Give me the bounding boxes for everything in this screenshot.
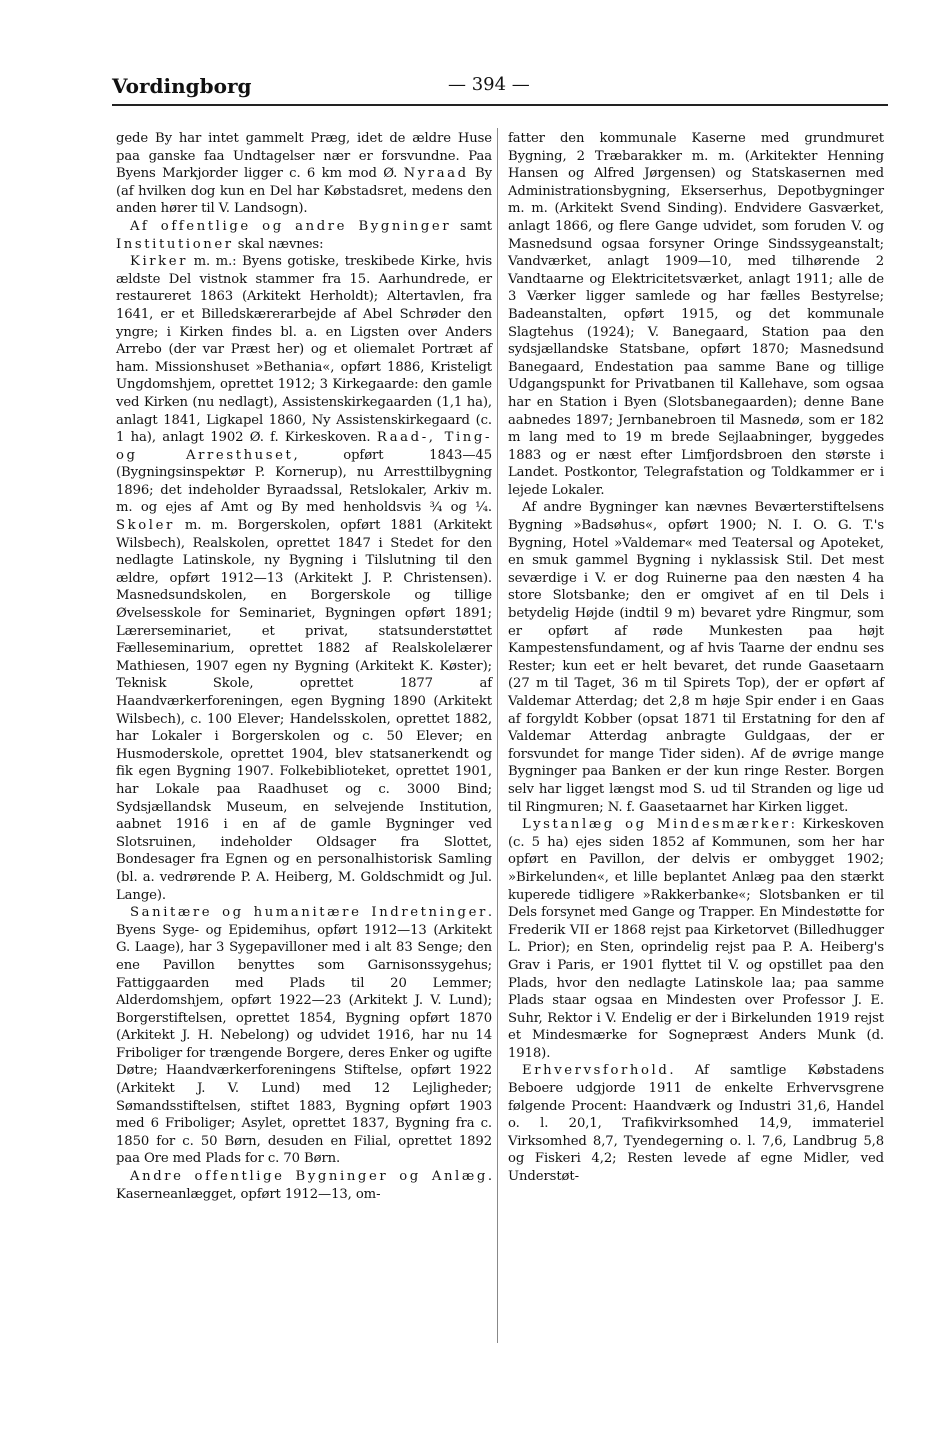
page-number: — 394 —	[448, 74, 530, 95]
text-run: . Byens Syge- og Epidemihus, opført 1912—13 (Arkitekt G. Laage), har 3 Sygepavilloner med i alt 83 Senge; den ene Pavillon benyttes som Garnisonssygehus; Fattiggaarden med Plads til 20 Lemmer; Alderdomshjem, opført 1922—23 (Arkitekt J. V. Lund); Borgerstiftelsen, oprettet 1854, Bygning opført 1870 (Arkitekt J. H. Nebelong) og udvidet 1916, har nu 14 Friboliger for trængende Borgere, deres Enker og ugifte Døtre; Haandværkerforeningens Stiftelse, opført 1922 (Arkitekt J. V. Lund) med 12 Lejligheder; Sømandsstiftelsen, stiftet 1883, Bygning opført 1903 med 6 Friboliger; Asylet, oprettet 1837, Bygning fra c. 1850 for c. 50 Børn, desuden en Filial, oprettet 1892 paa Ore med Plads for c. 70 Børn.	[116, 905, 492, 1167]
right-column	[508, 130, 884, 1186]
spaced-heading: Sanitære og humanitære Indretninger	[130, 905, 488, 921]
paragraph	[508, 130, 884, 499]
paragraph	[116, 1168, 492, 1203]
text-run: m. m. Borgerskolen, opført 1881 (Arkitekt Wilsbech), Realskolen, oprettet 1847 i Stedet for den nedlagte Latinskole, ny Bygning i Tilslutning til den ældre, opført 1912—13 (Arkitekt J. P. Christensen). Masnedsundskolen, en Borgerskole og tillige Øvelsesskole for Seminariet, Bygningen opført 1891; Lærerseminariet, et privat, statsunderstøttet Fælleseminarium, oprettet 1882 af Realskolelærer Mathiesen, 1907 egen ny Bygning (Arkitekt K. Køster); Teknisk Skole, oprettet 1877 af Haandværkerforeningen, egen Bygning 1890 (Arkitekt Wilsbech), c. 100 Elever; Handelsskolen, oprettet 1882, har Lokaler i Borgerskolen og c. 50 Elever; en Husmoderskole, oprettet 1904, blev statsanerkendt og fik egen Bygning 1907. Folkebiblioteket, oprettet 1901, har Lokale paa Raadhuset og c. 3000 Bind; Sydsjællandsk Museum, en selvejende Institution, aabnet 1916 i en af de gamle Bygninger ved Slotsruinen, indeholder Oldsager fra Slottet, Bondesager fra Egnen og en personalhistorisk Samling (bl. a. vedrørende P. A. Heiberg, M. Goldschmidt og Jul. Lange).	[116, 518, 492, 903]
text-run: By (af hvilken dog kun en Del har Købstadsret, medens den anden hører til V. Landsogn).	[116, 166, 492, 217]
paragraph	[508, 499, 884, 816]
spaced-heading: Andre offentlige Bygninger og Anlæg	[130, 1169, 488, 1185]
text-run: : Kirkeskoven (c. 5 ha) ejes siden 1852 af Kommunen, som her har opført en Pavillon, der delvis er ombygget 1902; »Birkelunden«, et lille beplantet Anlæg paa den stærkt kuperede tidligere »Rakkerbanke«; Slotsbanken er til Dels forsynet med Gange og Trapper. En Mindestøtte for Frederik VII er 1868 rejst paa Kirketorvet (Billedhugger L. Prior); en Sten, oprindelig rejst paa P. A. Heiberg's Grav i Paris, er 1901 flyttet til V. og opstillet paa den Plads, hvor den nedlagte Latinskole laa; paa samme Plads staar ogsaa en Mindesten over Professor J. E. Suhr, Rektor i V. Endelig er der i Birkelunden 1919 rejst et Mindesmærke for Sognepræst Anders Munk (d. 1918).	[508, 817, 885, 1061]
spaced-heading: Erhvervsforhold	[522, 1063, 670, 1079]
text-run: fatter den kommunale Kaserne med grundmuret Bygning, 2 Træbarakker m. m. (Arkitekter Henning Hansen og Alfred Jørgensen) og Statskasernen med Administrationsbygning, Ekserserhus, Depotbygninger m. m. (Arkitekt Svend Sinding). Endvidere Gasværket, anlagt 1866, og flere Gange udvidet, som foruden V. og Masnedsund ogsaa forsyner Oringe Sindssygeanstalt; Vandværket, anlagt 1909—10, med tilhørende 2 Vandtaarne og Elektricitetsværket, anlagt 1911; alle de 3 Værker ligger samlede og har fælles Bestyrelse; Badeanstalten, opført 1915, og det kommunale Slagtehus (1924); V. Banegaard, Station paa den sydsjællandske Statsbane, opført 1870; Masnedsund Banegaard, Endestation paa samme Bane og tillige Udgangspunkt for Privatbanen til Kallehave, som ogsaa har en Station i Byen (Slotsbanegaarden); denne Bane aabnedes 1897; Jernbanebroen til Masnedø, som er 182 m lang med to 19 m brede Sejlaabninger, byggedes 1883 og er næst efter Limfjordsbroen den største i Landet. Postkontor, Telegrafstation og Toldkammer er i lejede Lokaler.	[508, 131, 884, 498]
paragraph	[508, 1062, 884, 1185]
text-run: gede By har intet gammelt Præg, idet de ældre Huse paa ganske faa Undtagelser nær er forsvundne. Paa Byens Markjorder ligger c. 6 km mod Ø.	[116, 131, 492, 182]
paragraph	[508, 816, 884, 1062]
spaced-heading: Raad-, Ting- og Arresthuset	[116, 430, 493, 463]
running-title: Vordingborg	[112, 74, 252, 98]
spaced-heading: Af offentlige og andre Bygninger	[130, 218, 452, 234]
text-run: , opført 1843—45 (Bygningsinspektør P. Kornerup), nu Arresttilbygning 1896; det indeholder Byraadssal, Retslokaler, Arkiv m. m. og ejes af Amt og By med henholdsvis ¾ og ¼.	[116, 447, 492, 516]
spaced-heading: Lystanlæg og Mindesmærker	[522, 817, 791, 833]
left-column	[116, 130, 492, 1203]
paragraph	[116, 253, 492, 904]
text-run: samt	[451, 218, 492, 234]
header-rule	[112, 104, 888, 106]
text-run: m. m.: Byens gotiske, treskibede Kirke, hvis ældste Del vistnok stammer fra 15. Aarhundrede, er restaureret 1863 (Arkitekt Herholdt); Altertavlen, fra 1641, er et Billedskærerarbejde af Abel Schrøder den yngre; i Kirken findes bl. a. en Ligsten over Anders Arrebo (der var Præst her) og et oliemalet Portræt af ham. Missionshuset »Bethania«, opført 1886, Kristeligt Ungdomshjem, oprettet 1912; 3 Kirkegaarde: den gamle ved Kirken (nu nedlagt), Assistenskirkegaarden (1,1 ha), anlagt 1841, Ligkapel 1860, Ny Assistenskirkegaard (c. 1 ha), anlagt 1902 Ø. f. Kirkeskoven.	[116, 254, 492, 446]
spaced-heading: Kirker	[130, 254, 189, 270]
text-run: Af andre Bygninger kan nævnes Beværterstiftelsens Bygning »Badsøhus«, opført 1900; N. I. O. G. T.'s Bygning, Hotel »Valdemar« med Teatersal og Apoteket, en smuk gammel Bygning i nyklassisk Stil. Det mest seværdige i V. er dog Ruinerne paa den næsten 4 ha store Slotsbanke; den er omgivet af en til Dels i betydelig Højde (indtil 9 m) bevaret ydre Ringmur, som er opført af røde Munkesten paa højt Kampestensfundament, og af hvis Taarne der endnu ses Rester; kun eet er helt bevaret, det runde Gaasetaarn (27 m til Taget, 36 m til Spirets Top), der er opført af Valdemar Atterdag; det 2,8 m høje Spir ender i en Gaas af forgyldt Kobber (opsat 1871 til Erstatning for den af Valdemar Atterdag anbragte Guldgaas, der er forsvundet for mange Tider siden). Af de øvrige mange Bygninger paa Banken er der kun ringe Rester. Borgen selv har ligget længst mod S. ud til Stranden og lige ud til Ringmuren; N. f. Gaasetaarnet har Kirken ligget.	[508, 500, 884, 815]
spaced-heading: Nyraad	[403, 166, 469, 182]
spaced-heading: Institutioner	[116, 236, 234, 252]
spaced-heading: Skoler	[116, 518, 175, 534]
paragraph	[116, 904, 492, 1168]
paragraph	[116, 130, 492, 218]
page-header	[112, 72, 888, 104]
column-divider	[497, 128, 498, 1343]
text-run: . Af samtlige Købstadens Beboere udgjorde 1911 de enkelte Erhvervsgrene følgende Procent: Haandværk og Industri 31,6, Handel o. l. 20,1, Trafikvirksomhed 14,9, immateriel Virksomhed 8,7, Tyendegerning o. l. 7,6, Landbrug 5,8 og Fiskeri 4,2; Resten levede af egne Midler, ved Understøt-	[508, 1063, 884, 1185]
text-run: . Kaserneanlægget, opført 1912—13, om-	[116, 1169, 492, 1202]
text-run: skal nævnes:	[233, 236, 324, 252]
paragraph	[116, 218, 492, 253]
